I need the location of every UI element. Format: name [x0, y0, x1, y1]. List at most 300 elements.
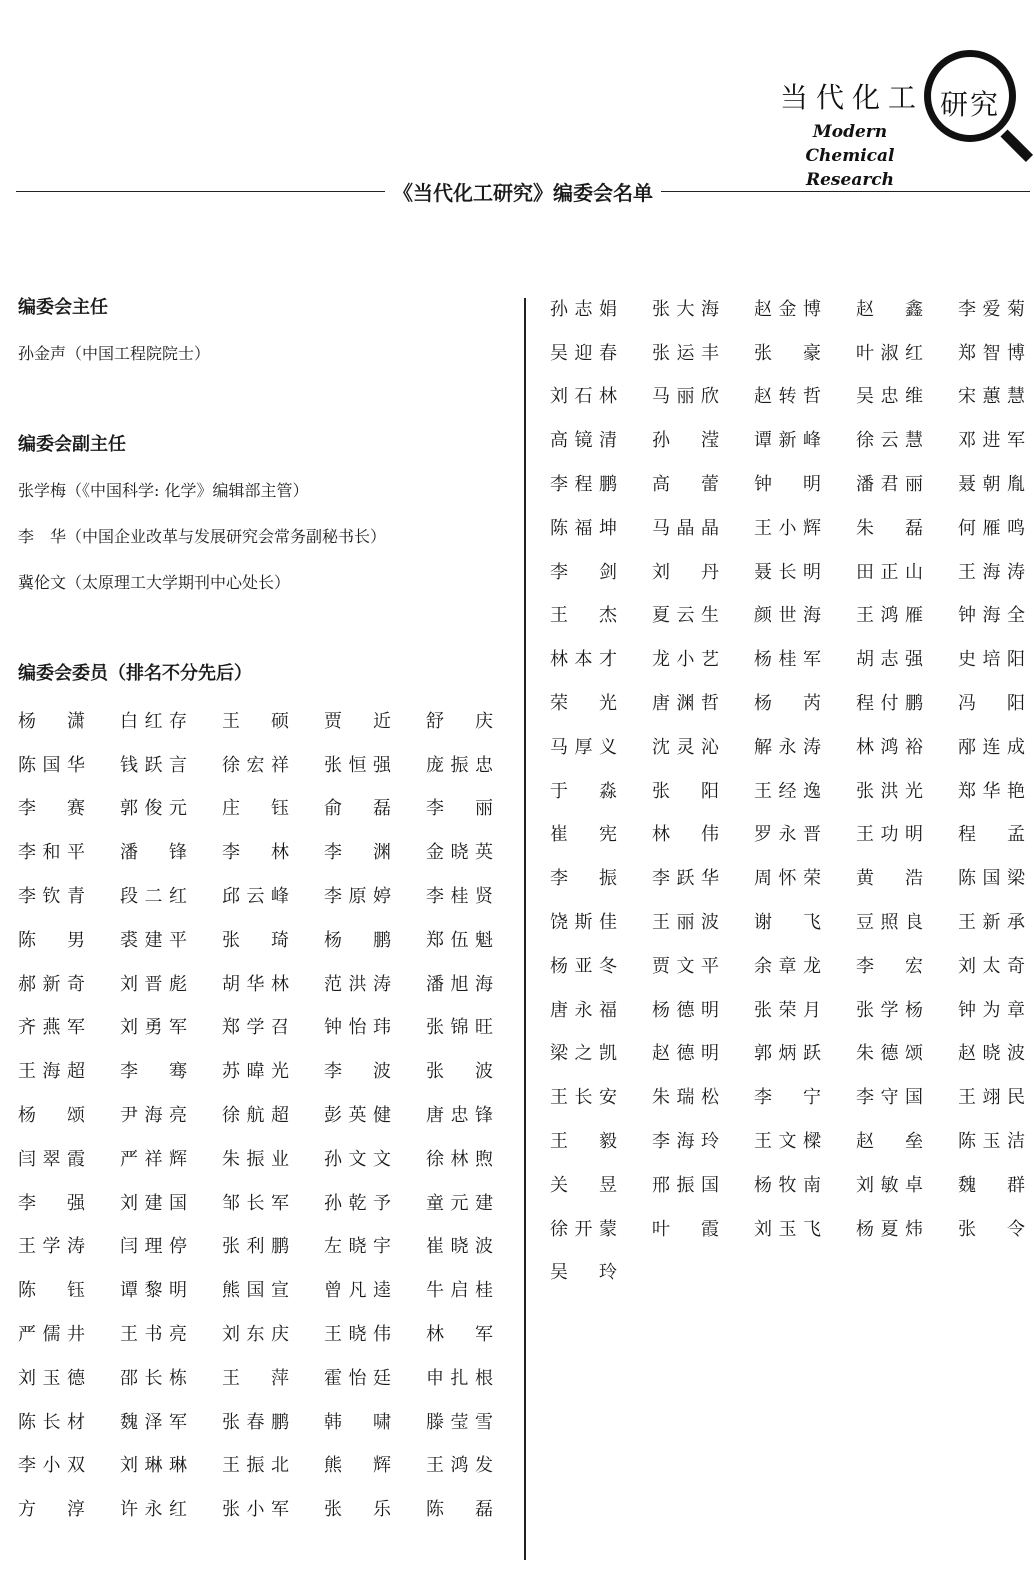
member-name: 左晓宇: [324, 1236, 392, 1258]
member-cell: [426, 1057, 528, 1083]
member-cell: [550, 1258, 652, 1284]
director-entry: 孙金声（中国工程院院士）: [18, 344, 211, 363]
member-cell: [120, 751, 222, 777]
member-name: 王 毅: [550, 1131, 618, 1153]
member-cell: [120, 1408, 222, 1434]
member-name: 高镜清: [550, 430, 618, 452]
member-name: 聂长明: [754, 561, 822, 583]
member-name: 闫理停: [120, 1236, 188, 1258]
member-cell: [856, 908, 958, 934]
member-name: 徐云慧: [856, 430, 924, 452]
member-name: 高 蕾: [652, 474, 720, 496]
member-name: 杨夏炜: [856, 1218, 924, 1240]
member-name: 闫翠霞: [18, 1148, 86, 1170]
member-cell: [958, 733, 1034, 759]
member-name: 滕莹雪: [426, 1411, 494, 1433]
member-cell: [754, 1083, 856, 1109]
member-cell: [324, 970, 426, 996]
member-cell: [856, 1083, 958, 1109]
member-row: [550, 286, 1034, 330]
page-title-row: [16, 176, 1030, 206]
logo-english-line1: Modern Chemical: [805, 122, 895, 166]
member-cell: [324, 1276, 426, 1302]
members-section-heading: [18, 662, 518, 686]
member-row: [550, 417, 1034, 461]
member-cell: [856, 645, 958, 671]
member-cell: [426, 1276, 528, 1302]
member-name: 孙 滢: [652, 430, 720, 452]
member-cell: [426, 751, 528, 777]
member-name: 李程鹏: [550, 474, 618, 496]
member-cell: [652, 382, 754, 408]
member-cell: [222, 1013, 324, 1039]
member-name: 庞振忠: [426, 754, 494, 776]
member-name: 田正山: [856, 561, 924, 583]
member-name: 郑华艳: [958, 780, 1026, 802]
member-name: 王小辉: [754, 517, 822, 539]
member-cell: [652, 1215, 754, 1241]
member-name: 李 渊: [324, 842, 392, 864]
member-name: 刘石林: [550, 386, 618, 408]
member-cell: [856, 601, 958, 627]
member-cell: [120, 1013, 222, 1039]
member-row: [550, 724, 1034, 768]
member-name: 郭俊元: [120, 798, 188, 820]
member-cell: [856, 777, 958, 803]
member-cell: [652, 1039, 754, 1065]
member-cell: [222, 1189, 324, 1215]
member-row: [550, 549, 1034, 593]
members-grid-right: [550, 286, 1034, 1293]
member-row: [550, 461, 1034, 505]
member-name: 李跃华: [652, 868, 720, 890]
member-row: [550, 899, 1034, 943]
member-name: 王 萍: [222, 1367, 290, 1389]
member-cell: [550, 952, 652, 978]
member-cell: [324, 1320, 426, 1346]
member-cell: [120, 1276, 222, 1302]
member-name: 陈 男: [18, 929, 86, 951]
magnifier-handle: [1000, 129, 1033, 162]
member-name: 徐宏祥: [222, 754, 290, 776]
member-cell: [222, 1101, 324, 1127]
member-name: 孙志娟: [550, 298, 618, 320]
page-title: 《当代化工研究》编委会名单: [393, 180, 653, 205]
member-cell: [958, 1215, 1034, 1241]
member-name: 谢 飞: [754, 912, 822, 934]
member-name: 于 淼: [550, 780, 618, 802]
member-name: 李 林: [222, 842, 290, 864]
member-cell: [754, 339, 856, 365]
member-name: 孙文文: [324, 1148, 392, 1170]
member-cell: [324, 751, 426, 777]
member-cell: [754, 426, 856, 452]
member-name: 黄 浩: [856, 868, 924, 890]
member-name: 崔 宪: [550, 824, 618, 846]
member-name: 陈玉洁: [958, 1131, 1026, 1153]
member-cell: [958, 382, 1034, 408]
members-heading: 编委会委员（排名不分先后）: [18, 663, 252, 684]
member-cell: [856, 1039, 958, 1065]
member-cell: [426, 707, 528, 733]
member-name: 张利鹏: [222, 1236, 290, 1258]
member-cell: [754, 1171, 856, 1197]
member-name: 韩 啸: [324, 1411, 392, 1433]
member-name: 杨 颂: [18, 1105, 86, 1127]
member-cell: [18, 882, 120, 908]
member-name: 李 强: [18, 1192, 86, 1214]
member-name: 庄 钰: [222, 798, 290, 820]
vice-director-heading: 编委会副主任: [18, 434, 126, 455]
member-name: 林 军: [426, 1324, 494, 1346]
member-cell: [958, 339, 1034, 365]
member-row: [550, 593, 1034, 637]
member-cell: [550, 470, 652, 496]
member-name: 徐林煦: [426, 1148, 494, 1170]
member-cell: [324, 794, 426, 820]
member-name: 唐忠锋: [426, 1105, 494, 1127]
member-cell: [426, 838, 528, 864]
member-cell: [652, 952, 754, 978]
member-cell: [754, 908, 856, 934]
member-name: 梁之凯: [550, 1043, 618, 1065]
member-name: 钟为章: [958, 999, 1026, 1021]
member-cell: [324, 1364, 426, 1390]
vice-director-section: [18, 433, 518, 594]
member-name: 余章龙: [754, 955, 822, 977]
member-name: 金晓英: [426, 842, 494, 864]
member-name: 吴 玲: [550, 1262, 618, 1284]
member-name: 王振北: [222, 1455, 290, 1477]
member-cell: [652, 426, 754, 452]
member-name: 宋蕙慧: [958, 386, 1026, 408]
member-name: 胡华林: [222, 973, 290, 995]
member-name: 钱跃言: [120, 754, 188, 776]
member-row: [18, 1048, 528, 1092]
member-cell: [550, 820, 652, 846]
member-cell: [222, 882, 324, 908]
member-name: 许永红: [120, 1499, 188, 1521]
member-cell: [856, 382, 958, 408]
member-name: 李守国: [856, 1087, 924, 1109]
member-cell: [324, 882, 426, 908]
member-cell: [550, 514, 652, 540]
member-cell: [754, 820, 856, 846]
member-name: 刘太奇: [958, 955, 1026, 977]
member-name: 周怀荣: [754, 868, 822, 890]
members-grid-left: [18, 698, 528, 1530]
member-cell: [120, 838, 222, 864]
member-cell: [652, 645, 754, 671]
member-name: 张学杨: [856, 999, 924, 1021]
member-name: 刘玉飞: [754, 1218, 822, 1240]
member-name: 尹海亮: [120, 1105, 188, 1127]
member-cell: [856, 426, 958, 452]
member-cell: [958, 1039, 1034, 1065]
member-row: [18, 829, 528, 873]
member-cell: [120, 1495, 222, 1521]
member-name: 林本才: [550, 649, 618, 671]
member-row: [550, 330, 1034, 374]
member-cell: [222, 751, 324, 777]
member-cell: [426, 1320, 528, 1346]
member-row: [550, 1162, 1034, 1206]
member-cell: [550, 1171, 652, 1197]
member-name: 彭英健: [324, 1105, 392, 1127]
member-cell: [652, 339, 754, 365]
member-cell: [958, 820, 1034, 846]
member-name: 吴迎春: [550, 342, 618, 364]
member-cell: [754, 952, 856, 978]
member-cell: [324, 1101, 426, 1127]
vice-director-entry: 李 华（中国企业改革与发展研究会常务副秘书长）: [18, 527, 387, 546]
member-name: 张 阳: [652, 780, 720, 802]
member-row: [550, 987, 1034, 1031]
member-cell: [958, 908, 1034, 934]
member-cell: [18, 1495, 120, 1521]
member-cell: [652, 514, 754, 540]
member-name: 王海涛: [958, 561, 1026, 583]
member-name: 李 赛: [18, 798, 86, 820]
member-cell: [426, 926, 528, 952]
member-cell: [958, 864, 1034, 890]
member-name: 邱云峰: [222, 886, 290, 908]
member-row: [550, 505, 1034, 549]
member-name: 张洪光: [856, 780, 924, 802]
member-name: 张锦旺: [426, 1017, 494, 1039]
member-name: 杨亚冬: [550, 955, 618, 977]
member-name: 赵 鑫: [856, 298, 924, 320]
member-cell: [754, 645, 856, 671]
member-cell: [550, 1127, 652, 1153]
member-name: 王功明: [856, 824, 924, 846]
member-cell: [550, 295, 652, 321]
member-name: 苏暐光: [222, 1061, 290, 1083]
member-name: 解永涛: [754, 736, 822, 758]
member-name: 徐开蒙: [550, 1218, 618, 1240]
member-cell: [324, 1232, 426, 1258]
member-cell: [18, 1364, 120, 1390]
member-cell: [652, 295, 754, 321]
member-row: [18, 1355, 528, 1399]
director-section: [18, 296, 518, 365]
member-cell: [120, 882, 222, 908]
member-cell: [550, 689, 652, 715]
member-cell: [18, 794, 120, 820]
member-row: [18, 1443, 528, 1487]
vice-director-entry: 张学梅（《中国科学: 化学》编辑部主管）: [18, 481, 309, 500]
member-cell: [550, 1083, 652, 1109]
member-name: 潘君丽: [856, 474, 924, 496]
member-name: 魏 群: [958, 1174, 1026, 1196]
member-name: 牛启桂: [426, 1280, 494, 1302]
member-cell: [652, 733, 754, 759]
member-name: 王书亮: [120, 1324, 188, 1346]
member-cell: [120, 1320, 222, 1346]
member-name: 朱振业: [222, 1148, 290, 1170]
member-name: 李 剑: [550, 561, 618, 583]
member-name: 熊 辉: [324, 1455, 392, 1477]
member-name: 张 波: [426, 1061, 494, 1083]
member-name: 孙乾予: [324, 1192, 392, 1214]
member-cell: [754, 295, 856, 321]
member-cell: [18, 1451, 120, 1477]
member-cell: [222, 794, 324, 820]
member-cell: [958, 645, 1034, 671]
vice-director-entry: 冀伦文（太原理工大学期刊中心处长）: [18, 573, 291, 592]
member-cell: [958, 689, 1034, 715]
member-name: 童元建: [426, 1192, 494, 1214]
member-name: 刘琳琳: [120, 1455, 188, 1477]
member-cell: [754, 1039, 856, 1065]
member-row: [550, 636, 1034, 680]
member-cell: [856, 1215, 958, 1241]
member-name: 王新承: [958, 912, 1026, 934]
member-name: 杨桂军: [754, 649, 822, 671]
member-name: 王鸿雁: [856, 605, 924, 627]
member-cell: [550, 1215, 652, 1241]
member-cell: [120, 970, 222, 996]
member-name: 邹长军: [222, 1192, 290, 1214]
member-name: 王长安: [550, 1087, 618, 1109]
member-row: [18, 1136, 528, 1180]
member-name: 潘 锋: [120, 842, 188, 864]
member-cell: [754, 996, 856, 1022]
member-cell: [120, 1101, 222, 1127]
member-row: [18, 742, 528, 786]
member-name: 方 淳: [18, 1499, 86, 1521]
member-name: 吴忠维: [856, 386, 924, 408]
member-cell: [958, 996, 1034, 1022]
member-name: 叶淑红: [856, 342, 924, 364]
member-name: 胡志强: [856, 649, 924, 671]
member-row: [550, 1206, 1034, 1250]
member-name: 严祥辉: [120, 1148, 188, 1170]
member-cell: [324, 707, 426, 733]
member-name: 林鸿裕: [856, 736, 924, 758]
member-cell: [222, 1057, 324, 1083]
member-cell: [18, 1189, 120, 1215]
member-name: 钟 明: [754, 474, 822, 496]
member-name: 朱瑞松: [652, 1087, 720, 1109]
member-cell: [856, 733, 958, 759]
member-cell: [652, 689, 754, 715]
member-row: [550, 1031, 1034, 1075]
member-name: 王文樑: [754, 1131, 822, 1153]
member-cell: [324, 1189, 426, 1215]
member-name: 张春鹏: [222, 1411, 290, 1433]
member-cell: [652, 1083, 754, 1109]
member-name: 徐航超: [222, 1105, 290, 1127]
member-name: 刘 丹: [652, 561, 720, 583]
member-name: 段二红: [120, 886, 188, 908]
member-name: 王晓伟: [324, 1324, 392, 1346]
member-name: 邴连成: [958, 736, 1026, 758]
member-name: 李 振: [550, 868, 618, 890]
member-name: 唐渊哲: [652, 693, 720, 715]
member-row: [18, 786, 528, 830]
member-cell: [426, 1495, 528, 1521]
logo-chinese-title: 当代化工: [780, 81, 925, 114]
member-cell: [754, 733, 856, 759]
member-cell: [856, 470, 958, 496]
member-name: 邓进军: [958, 430, 1026, 452]
member-cell: [222, 1145, 324, 1171]
magnifier-icon: [924, 50, 1016, 142]
member-cell: [958, 295, 1034, 321]
member-cell: [18, 1408, 120, 1434]
title-rule-right: [661, 191, 1030, 192]
member-name: 刘勇军: [120, 1017, 188, 1039]
member-name: 李钦青: [18, 886, 86, 908]
member-name: 霍怡廷: [324, 1367, 392, 1389]
member-name: 杨 潇: [18, 710, 86, 732]
member-cell: [324, 1013, 426, 1039]
member-cell: [958, 952, 1034, 978]
member-row: [550, 1118, 1034, 1162]
member-row: [550, 1074, 1034, 1118]
member-cell: [856, 558, 958, 584]
member-name: 赵金博: [754, 298, 822, 320]
member-cell: [550, 645, 652, 671]
member-name: 王翊民: [958, 1087, 1026, 1109]
member-cell: [222, 1408, 324, 1434]
member-cell: [18, 970, 120, 996]
member-cell: [222, 1495, 324, 1521]
member-cell: [550, 1039, 652, 1065]
member-cell: [550, 908, 652, 934]
member-cell: [18, 1276, 120, 1302]
member-cell: [856, 689, 958, 715]
member-name: 马丽欣: [652, 386, 720, 408]
member-row: [18, 917, 528, 961]
member-name: 李爱菊: [958, 298, 1026, 320]
member-name: 王 杰: [550, 605, 618, 627]
member-cell: [958, 1127, 1034, 1153]
member-name: 张 琦: [222, 929, 290, 951]
member-cell: [958, 1083, 1034, 1109]
member-row: [18, 1092, 528, 1136]
member-cell: [652, 558, 754, 584]
member-name: 李小双: [18, 1455, 86, 1477]
member-cell: [754, 514, 856, 540]
member-name: 邵长栋: [120, 1367, 188, 1389]
member-cell: [120, 1232, 222, 1258]
member-cell: [18, 1320, 120, 1346]
member-cell: [222, 926, 324, 952]
member-cell: [754, 558, 856, 584]
member-row: [550, 1250, 1034, 1294]
member-cell: [222, 1232, 324, 1258]
member-cell: [652, 996, 754, 1022]
member-cell: [120, 1451, 222, 1477]
member-name: 刘晋彪: [120, 973, 188, 995]
title-rule-left: [16, 191, 385, 192]
member-cell: [120, 1364, 222, 1390]
member-cell: [958, 426, 1034, 452]
member-cell: [754, 777, 856, 803]
member-name: 钟海全: [958, 605, 1026, 627]
member-cell: [426, 1408, 528, 1434]
member-name: 聂朝胤: [958, 474, 1026, 496]
member-name: 张大海: [652, 298, 720, 320]
member-name: 李 宁: [754, 1087, 822, 1109]
member-cell: [426, 1451, 528, 1477]
member-cell: [856, 1171, 958, 1197]
member-cell: [754, 470, 856, 496]
member-cell: [856, 952, 958, 978]
member-cell: [754, 382, 856, 408]
